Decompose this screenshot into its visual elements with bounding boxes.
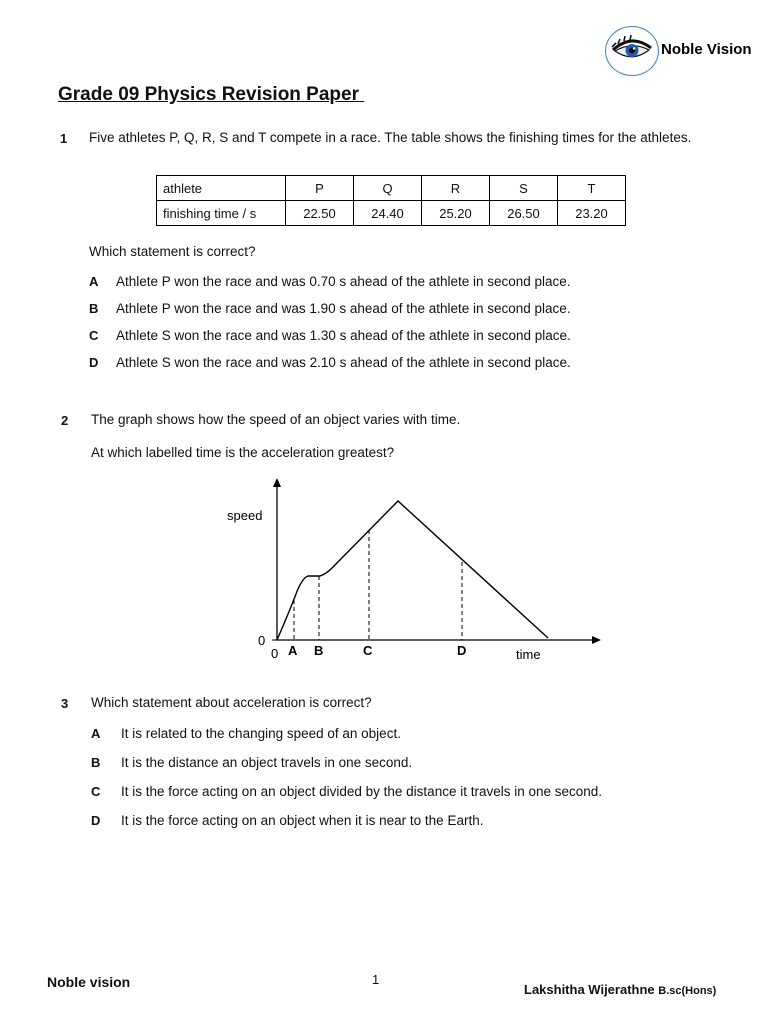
q1-option-a-letter: A [89,274,99,289]
time-r: 25.20 [422,201,490,226]
q1-option-b: Athlete P won the race and was 1.90 s ahead of the athlete in second place. [116,301,571,316]
time-label-d: D [457,643,467,658]
athlete-q: Q [354,176,422,201]
time-p: 22.50 [286,201,354,226]
q3-option-a-letter: A [91,726,101,741]
brand-name: Noble Vision [661,41,752,58]
athlete-r: R [422,176,490,201]
q3-option-b: It is the distance an object travels in one second. [121,755,413,770]
time-label-c: C [363,643,373,658]
author-name: Lakshitha Wijerathne [524,982,655,997]
origin-x-label: 0 [271,646,279,661]
y-axis-arrow [273,478,281,487]
eye-icon [610,35,654,65]
y-axis-label: speed [227,508,263,523]
time-t: 23.20 [558,201,626,226]
footer-brand: Noble vision [47,974,131,990]
x-axis-arrow [592,636,601,644]
q3-text: Which statement about acceleration is correct? [91,695,372,710]
q3-number: 3 [61,696,69,711]
time-label-a: A [288,643,298,658]
table-header-label: athlete [157,176,286,201]
time-s: 26.50 [490,201,558,226]
table-row [157,201,626,226]
speed-curve [277,501,548,640]
time-q: 24.40 [354,201,422,226]
time-label-b: B [314,643,324,658]
page-title: Grade 09 Physics Revision Paper [58,84,365,105]
q1-text: Five athletes P, Q, R, S and T compete in a race. The table shows the finishing times for the athletes. [89,130,692,145]
brand-logo [605,26,765,76]
q1-option-c-letter: C [89,328,99,343]
finishing-times-table [156,175,626,226]
q1-prompt: Which statement is correct? [89,244,256,259]
logo-circle [605,26,659,76]
q1-option-a: Athlete P won the race and was 0.70 s ahead of the athlete in second place. [116,274,571,289]
q3-option-d: It is the force acting on an object when it is near to the Earth. [121,813,484,828]
athlete-t: T [558,176,626,201]
q2-text: The graph shows how the speed of an object varies with time. [91,412,461,427]
q2-number: 2 [61,413,69,428]
q3-option-d-letter: D [91,813,101,828]
table-row-label: finishing time / s [157,201,286,226]
q1-option-c: Athlete S won the race and was 1.30 s ahead of the athlete in second place. [116,328,571,343]
athlete-s: S [490,176,558,201]
q1-option-d-letter: D [89,355,99,370]
q3-option-c-letter: C [91,784,101,799]
q3-option-a: It is related to the changing speed of an object. [121,726,401,741]
q1-option-b-letter: B [89,301,99,316]
x-axis-label: time [516,647,541,662]
q3-option-b-letter: B [91,755,101,770]
page-number: 1 [372,972,380,987]
q1-number: 1 [60,131,68,146]
author-degree: B.sc(Hons) [658,985,717,997]
footer-author [524,982,716,997]
origin-y-label: 0 [258,633,266,648]
table-header-row [157,176,626,201]
q3-option-c: It is the force acting on an object divided by the distance it travels in one second. [121,784,603,799]
speed-time-graph [220,470,620,670]
q1-option-d: Athlete S won the race and was 2.10 s ahead of the athlete in second place. [116,355,571,370]
athlete-p: P [286,176,354,201]
q2-prompt: At which labelled time is the acceleration greatest? [91,445,395,460]
